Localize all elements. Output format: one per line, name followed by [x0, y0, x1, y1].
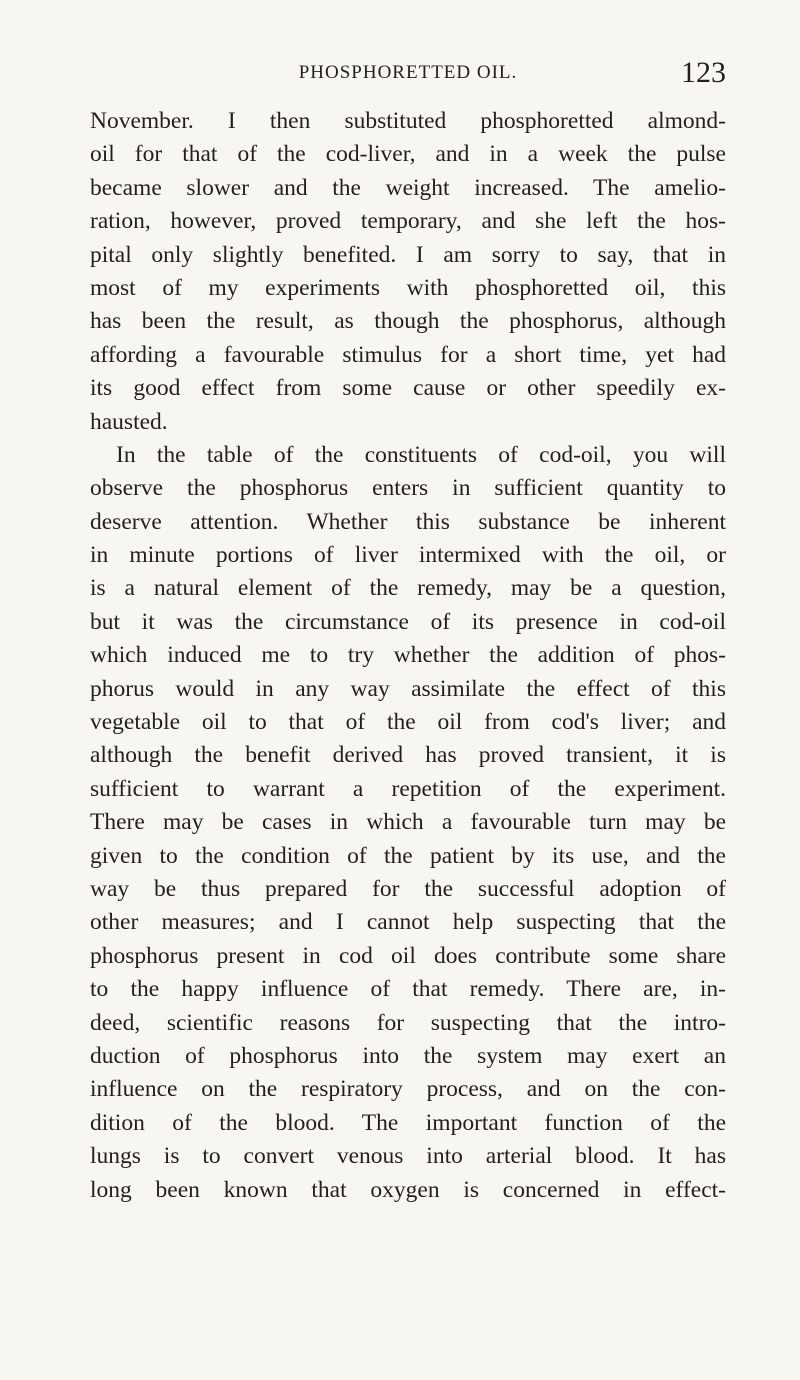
- text-line: long been known that oxygen is concerned in effect-: [90, 1176, 726, 1203]
- text-line: but it was the circumstance of its presence in cod-oil: [90, 608, 726, 635]
- text-line: oil for that of the cod-liver, and in a week the pulse: [90, 141, 726, 168]
- text-line: duction of phosphorus into the system may exert an: [90, 1042, 726, 1069]
- text-line: ration, however, proved temporary, and she left the hos-: [90, 208, 726, 235]
- text-line: There may be cases in which a favourable turn may be: [90, 809, 726, 836]
- text-line: became slower and the weight increased. The amelio-: [90, 174, 726, 201]
- paragraph-first-line: In the table of the constituents of cod-oil, you will: [116, 441, 726, 468]
- text-line: phorus would in any way assimilate the effect of this: [90, 675, 726, 702]
- text-line: in minute portions of liver intermixed with the oil, or: [90, 542, 726, 569]
- body-text: [90, 105, 726, 1207]
- running-head: PHOSPHORETTED OIL.: [298, 62, 518, 83]
- text-line: way be thus prepared for the successful adoption of: [90, 875, 726, 902]
- text-line: is a natural element of the remedy, may be a question,: [90, 575, 726, 602]
- text-line: affording a favourable stimulus for a short time, yet had: [90, 341, 726, 368]
- text-line: sufficient to warrant a repetition of the experiment.: [90, 775, 726, 802]
- text-line: has been the result, as though the phosphorus, although: [90, 308, 726, 335]
- text-line: deed, scientific reasons for suspecting that the intro-: [90, 1009, 726, 1036]
- text-line: which induced me to try whether the addition of phos-: [90, 642, 726, 669]
- text-line: to the happy influence of that remedy. There are, in-: [90, 976, 726, 1003]
- text-line: November. I then substituted phosphoretted almond-: [90, 108, 726, 134]
- text-line: dition of the blood. The important function of the: [90, 1109, 726, 1136]
- text-line: its good effect from some cause or other speedily ex-: [90, 375, 726, 402]
- text-line: other measures; and I cannot help suspecting that the: [90, 909, 726, 936]
- text-line: given to the condition of the patient by its use, and the: [90, 842, 726, 869]
- text-line: most of my experiments with phosphoretted oil, this: [90, 274, 726, 301]
- text-line: hausted.: [90, 408, 168, 435]
- page-header: [90, 56, 726, 96]
- text-line: pital only slightly benefited. I am sorry to say, that in: [90, 241, 726, 268]
- text-line: although the benefit derived has proved transient, it is: [90, 742, 726, 769]
- page-number: 123: [681, 56, 726, 89]
- text-line: influence on the respiratory process, and on the con-: [90, 1076, 726, 1103]
- text-line: observe the phosphorus enters in sufficient quantity to: [90, 475, 726, 502]
- text-line: deserve attention. Whether this substance be inherent: [90, 508, 726, 535]
- text-line: phosphorus present in cod oil does contribute some share: [90, 942, 726, 969]
- text-line: vegetable oil to that of the oil from cod's liver; and: [90, 709, 726, 736]
- text-line: lungs is to convert venous into arterial blood. It has: [90, 1143, 726, 1170]
